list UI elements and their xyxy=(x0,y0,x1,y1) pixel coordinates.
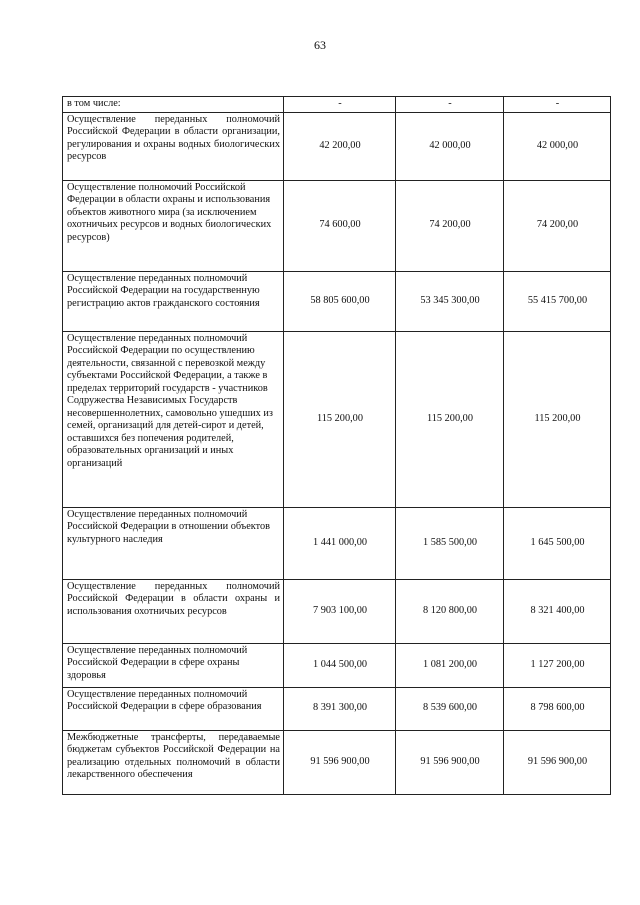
value-cell: 91 596 900,00 xyxy=(284,730,396,794)
value-cell: 7 903 100,00 xyxy=(284,579,396,643)
value-cell: 115 200,00 xyxy=(504,331,611,507)
table-row xyxy=(63,112,611,180)
row-label: Осуществление переданных полномочий Российской Федерации в сфере образования xyxy=(63,687,284,730)
value-cell: 58 805 600,00 xyxy=(284,271,396,331)
value-cell: 1 127 200,00 xyxy=(504,643,611,687)
table-row xyxy=(63,331,611,507)
table-row xyxy=(63,271,611,331)
value-cell: - xyxy=(284,97,396,113)
value-cell: 115 200,00 xyxy=(396,331,504,507)
row-label: Осуществление переданных полномочий Российской Федерации в отношении объектов культурного наследия xyxy=(63,507,284,579)
value-cell: 91 596 900,00 xyxy=(504,730,611,794)
value-cell: 53 345 300,00 xyxy=(396,271,504,331)
value-cell: 8 391 300,00 xyxy=(284,687,396,730)
value-cell: - xyxy=(396,97,504,113)
row-label: Осуществление переданных полномочий Российской Федерации на государственную регистрацию актов гражданского состояния xyxy=(63,271,284,331)
value-cell: 74 200,00 xyxy=(396,180,504,271)
value-cell: 42 200,00 xyxy=(284,112,396,180)
value-cell: 74 200,00 xyxy=(504,180,611,271)
value-cell: 42 000,00 xyxy=(504,112,611,180)
row-label: Осуществление переданных полномочий Российской Федерации по осуществлению деятельности, связанной с перевозкой между субъектами Российской Федерации, а также в пределах территорий государств - участников Содружества Независимых Государств несовершеннолетних, самовольно ушедших из семей, организаций для детей-сирот и детей, оставшихся без попечения родителей, образовательных организаций и иных организаций xyxy=(63,331,284,507)
value-cell: 91 596 900,00 xyxy=(396,730,504,794)
budget-table xyxy=(62,96,611,795)
value-cell: - xyxy=(504,97,611,113)
page-number: 63 xyxy=(314,38,326,52)
table-row-subheader xyxy=(63,97,611,113)
value-cell: 8 120 800,00 xyxy=(396,579,504,643)
value-cell: 8 321 400,00 xyxy=(504,579,611,643)
row-label: Осуществление полномочий Российской Федерации в области охраны и использования объектов животного мира (за исключением охотничьих ресурсов и водных биологических ресурсов) xyxy=(63,180,284,271)
row-label: в том числе: xyxy=(63,97,284,113)
table-row xyxy=(63,687,611,730)
value-cell: 8 539 600,00 xyxy=(396,687,504,730)
value-cell: 1 441 000,00 xyxy=(284,507,396,579)
value-cell: 8 798 600,00 xyxy=(504,687,611,730)
row-label: Осуществление переданных полномочий Российской Федерации в области организации, регулирования и охраны водных биологических ресурсов xyxy=(63,112,284,180)
value-cell: 1 044 500,00 xyxy=(284,643,396,687)
table-row xyxy=(63,180,611,271)
value-cell: 1 585 500,00 xyxy=(396,507,504,579)
row-label: Осуществление переданных полномочий Российской Федерации в сфере охраны здоровья xyxy=(63,643,284,687)
value-cell: 1 645 500,00 xyxy=(504,507,611,579)
row-label: Осуществление переданных полномочий Российской Федерации в области охраны и использования охотничьих ресурсов xyxy=(63,579,284,643)
table-row xyxy=(63,643,611,687)
row-label: Межбюджетные трансферты, передаваемые бюджетам субъектов Российской Федерации на реализацию отдельных полномочий в области лекарственного обеспечения xyxy=(63,730,284,794)
value-cell: 74 600,00 xyxy=(284,180,396,271)
table-row xyxy=(63,730,611,794)
value-cell: 42 000,00 xyxy=(396,112,504,180)
table-row xyxy=(63,507,611,579)
value-cell: 115 200,00 xyxy=(284,331,396,507)
value-cell: 1 081 200,00 xyxy=(396,643,504,687)
table-row xyxy=(63,579,611,643)
value-cell: 55 415 700,00 xyxy=(504,271,611,331)
